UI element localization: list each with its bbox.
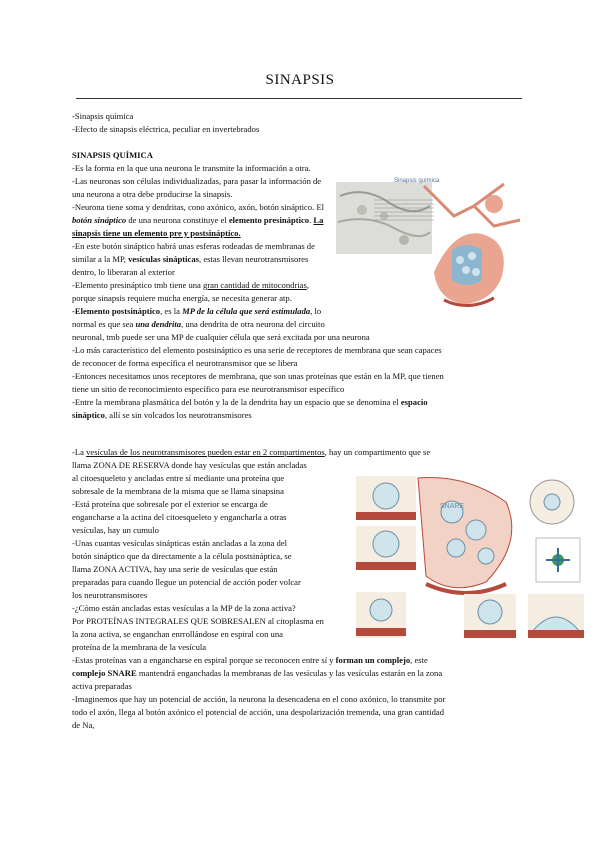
intro-line: -Sinapsis química bbox=[72, 111, 134, 121]
section-heading: SINAPSIS QUÍMICA bbox=[72, 150, 153, 160]
text-line: de reconocer de forma específica el neurotransmisor que se libera bbox=[72, 358, 298, 368]
text-span: complejo SNARE bbox=[72, 668, 137, 678]
snare-figure bbox=[356, 472, 588, 642]
text-line: sobresale de la membrana de la misma que se llama sinapsina bbox=[72, 486, 284, 496]
text-line: -Lo más característico del elemento postsináptico es una serie de receptores de membrana que sean capaces bbox=[72, 345, 442, 355]
text-line: Por PROTEÍNAS INTEGRALES QUE SOBRESALEN al citoplasma en bbox=[72, 616, 324, 626]
text-span: MP de la célula que será estimulada bbox=[182, 306, 311, 316]
text-line: engancharse a la actina del citoesqueleto y engancharla a otras bbox=[72, 512, 287, 522]
text-span: . bbox=[309, 215, 314, 225]
text-span: vesículas sinápticas bbox=[128, 254, 200, 264]
text-line: neuronal, tmb puede ser una MP de cualquier célula que será excitada por una neurona bbox=[72, 332, 370, 342]
text-line: vesículas, hay un cumulo bbox=[72, 525, 159, 535]
text-line: de Na, bbox=[72, 720, 95, 730]
text-line: todo el axón, llega al botón axónico el potencial de acción, una despolarización tremenda, una gran cantidad bbox=[72, 707, 445, 717]
text-line bbox=[72, 305, 321, 318]
text-line: una neurona a otra debe producirse la sinapsis. bbox=[72, 189, 233, 199]
text-line: -En este botón sináptico habrá unas esferas rodeadas de membranas de bbox=[72, 241, 315, 251]
text-line: los neurotransmisores bbox=[72, 590, 148, 600]
text-line bbox=[72, 214, 323, 227]
text-line: -Neurona tiene soma y dendritas, cono axónico, axón, botón sináptico. El bbox=[72, 202, 325, 212]
text-line bbox=[72, 318, 325, 331]
text-span: gran cantidad de mitocondrias bbox=[203, 280, 307, 290]
text-span: , hay un compartimento que se bbox=[324, 447, 431, 457]
text-line: -Unas cuantas vesículas sinápticas están ancladas a la zona del bbox=[72, 538, 287, 548]
text-line: botón sináptico que da directamente a la célula postsináptica, se bbox=[72, 551, 292, 561]
text-line bbox=[72, 667, 442, 680]
text-line: -Entonces necesitamos unos receptores de membrana, que son unas proteínas que están en la MP, que tienen bbox=[72, 371, 444, 381]
text-span: similar a la MP, bbox=[72, 254, 129, 264]
text-span: espacio bbox=[400, 397, 428, 407]
snare-illustration bbox=[356, 472, 588, 642]
text-span: -Entre la membrana plasmática del botón y la de la dendrita hay un espacio que se denomina el bbox=[72, 397, 401, 407]
text-line bbox=[72, 654, 428, 667]
text-span: normal es que sea bbox=[72, 319, 136, 329]
text-line bbox=[72, 446, 430, 459]
text-span: vesículas de los neurotransmisores pueden estar en 2 compartimentos bbox=[86, 447, 325, 457]
page-title: SINAPSIS bbox=[265, 72, 335, 88]
figure-label: Sinapsis química bbox=[394, 178, 440, 184]
text-line: tiene un sitio de reconocimiento específico para ese neurotransmisor específico bbox=[72, 384, 345, 394]
text-span: -Elemento postsináptico bbox=[72, 306, 161, 316]
text-span: -Elemento presináptico tmb tiene una bbox=[72, 280, 204, 290]
text-line bbox=[72, 396, 428, 409]
text-line: porque sinapsis requiere mucha energía, se necesita generar atp. bbox=[72, 293, 292, 303]
intro-line: -Efecto de sinapsis eléctrica, peculiar en invertebrados bbox=[72, 124, 260, 134]
text-span: forman un complejo bbox=[335, 655, 411, 665]
text-span: , estas llevan neurotransmisores bbox=[199, 254, 309, 264]
synapse-figure bbox=[334, 176, 524, 316]
title-underline bbox=[76, 98, 522, 99]
text-line bbox=[72, 279, 309, 292]
text-span: , lo bbox=[310, 306, 322, 316]
text-span: , allí se sin volcados los neurotransmisores bbox=[104, 410, 252, 420]
figure-label: SNARE bbox=[440, 503, 465, 510]
text-span: -Estas proteínas van a engancharse en espiral porque se reconocen entre sí y bbox=[72, 655, 336, 665]
synapse-illustration bbox=[334, 176, 524, 316]
text-span: , una dendrita de otra neurona del circuito bbox=[181, 319, 325, 329]
text-span: , bbox=[306, 280, 309, 290]
text-span: , este bbox=[410, 655, 428, 665]
text-line: llama ZONA ACTIVA, hay una serie de vesículas que están bbox=[72, 564, 278, 574]
text-line: activa preparadas bbox=[72, 681, 132, 691]
text-span: elemento presináptico bbox=[228, 215, 310, 225]
text-span: -La bbox=[72, 447, 87, 457]
text-line bbox=[72, 253, 308, 266]
text-line: -¿Cómo están ancladas estas vesículas a la MP de la zona activa? bbox=[72, 603, 296, 613]
text-line: -Las neuronas son células individualizadas, para pasar la información de bbox=[72, 176, 322, 186]
text-span: botón sináptico bbox=[72, 215, 127, 225]
text-line: la zona activa, se enganchan enrrollándose en espiral con una bbox=[72, 629, 283, 639]
text-span: de una neurona constituye el bbox=[126, 215, 229, 225]
text-span: , es la bbox=[160, 306, 183, 316]
text-line: proteína de la membrana de la vesícula bbox=[72, 642, 207, 652]
text-span: La bbox=[313, 215, 324, 225]
text-line: -Es la forma en la que una neurona le transmite la información a otra. bbox=[72, 163, 311, 173]
text-line: al citoesqueleto y ancladas entre sí mediante una proteína que bbox=[72, 473, 285, 483]
text-line: preparadas para cuando llegue un potencial de acción poder volcar bbox=[72, 577, 301, 587]
text-span: una dendrita bbox=[135, 319, 182, 329]
text-line: sinapsis tiene un elemento pre y postsináptico. bbox=[72, 228, 241, 238]
text-span: sináptico bbox=[72, 410, 105, 420]
text-line: dentro, lo liberaran al exterior bbox=[72, 267, 175, 277]
text-span: mantendrá enganchadas la membranas de las vesículas y las vesículas estarán en la zona bbox=[136, 668, 443, 678]
text-line: llama ZONA DE RESERVA donde hay vesículas que están ancladas bbox=[72, 460, 307, 470]
text-line: -Está proteína que sobresale por el exterior se encarga de bbox=[72, 499, 268, 509]
text-line bbox=[72, 409, 252, 422]
text-line: -Imaginemos que hay un potencial de acción, la neurona la desencadena en el cono axónico, lo transmite por bbox=[72, 694, 446, 704]
